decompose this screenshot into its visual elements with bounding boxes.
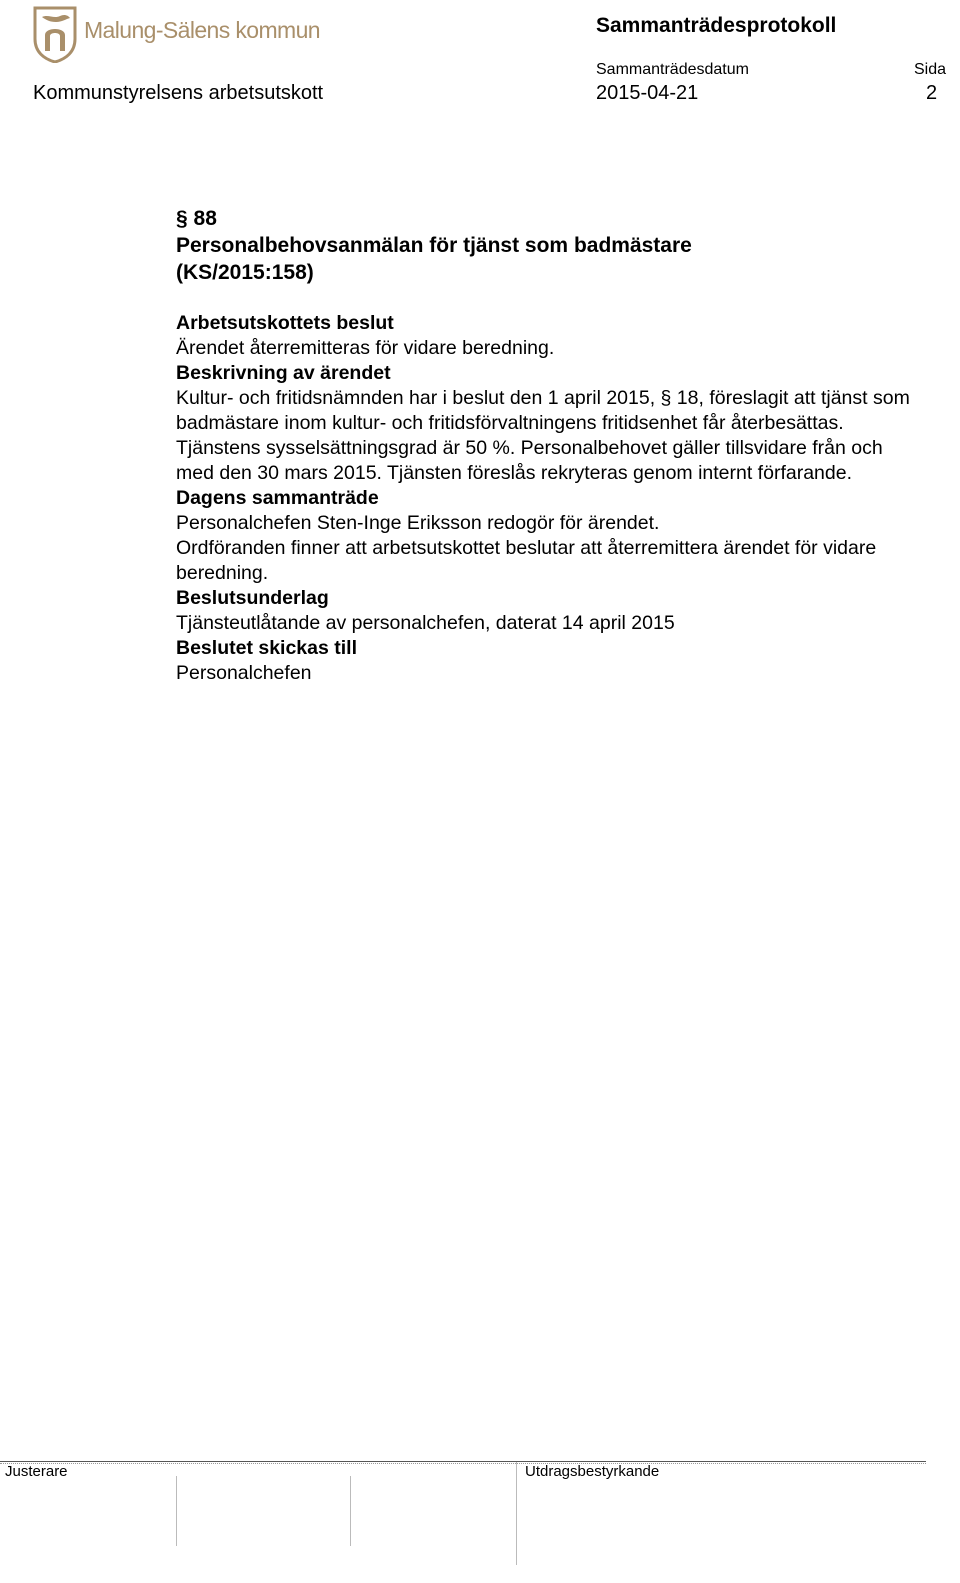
meeting-date-label: Sammanträdesdatum: [596, 61, 749, 78]
basis-heading: Beslutsunderlag: [176, 587, 329, 609]
decision-heading: Arbetsutskottets beslut: [176, 312, 394, 334]
meeting-paragraph-2: Ordföranden finner att arbetsutskottet beslutar att återremittera ärendet för vidare beredning.: [176, 537, 877, 584]
decision-text: Ärendet återremitteras för vidare beredning.: [176, 337, 555, 359]
meeting-heading: Dagens sammanträde: [176, 487, 379, 509]
footer-divider-dotted: [0, 1463, 926, 1464]
description-paragraph-2: Tjänstens sysselsättningsgrad är 50 %. Personalbehovet gäller tillsvidare från och med den 30 mars 2015. Tjänsten föreslås rekryteras genom internt förfarande.: [176, 437, 883, 484]
coat-of-arms-icon: [32, 5, 78, 63]
basis-text: Tjänsteutlåtande av personalchefen, daterat 14 april 2015: [176, 612, 675, 634]
municipality-logo: [32, 5, 342, 63]
sent-to-text: Personalchefen: [176, 662, 312, 684]
meeting-date-value: 2015-04-21: [596, 82, 699, 104]
document-type: Sammanträdesprotokoll: [596, 14, 837, 37]
committee-name: Kommunstyrelsens arbetsutskott: [33, 82, 324, 104]
page-number: 2: [926, 82, 938, 104]
signature-field-1: [176, 1476, 177, 1546]
logo-text: Malung-Sälens kommun: [84, 17, 321, 43]
description-heading: Beskrivning av ärendet: [176, 362, 391, 384]
description-paragraph-1: Kultur- och fritidsnämnden har i beslut den 1 april 2015, § 18, föreslagit att tjänst som badmästare inom kultur- och fritidsförvaltningens fritidsenhet får återbesättas.: [176, 387, 910, 434]
meeting-paragraph-1: Personalchefen Sten-Inge Eriksson redogör för ärendet.: [176, 512, 660, 534]
signature-field-2: [350, 1476, 351, 1546]
justerare-label: Justerare: [5, 1463, 68, 1480]
section-title: Personalbehovsanmälan för tjänst som badmästare: [176, 234, 692, 257]
utdragsbestyrkande-label: Utdragsbestyrkande: [525, 1463, 660, 1480]
section-number: § 88: [176, 207, 217, 230]
protocol-content: [176, 205, 916, 686]
signature-field-3: [516, 1462, 517, 1565]
footer-divider: [0, 1461, 926, 1462]
page-label: Sida: [914, 61, 947, 78]
case-reference: (KS/2015:158): [176, 261, 314, 284]
sent-to-heading: Beslutet skickas till: [176, 637, 358, 659]
